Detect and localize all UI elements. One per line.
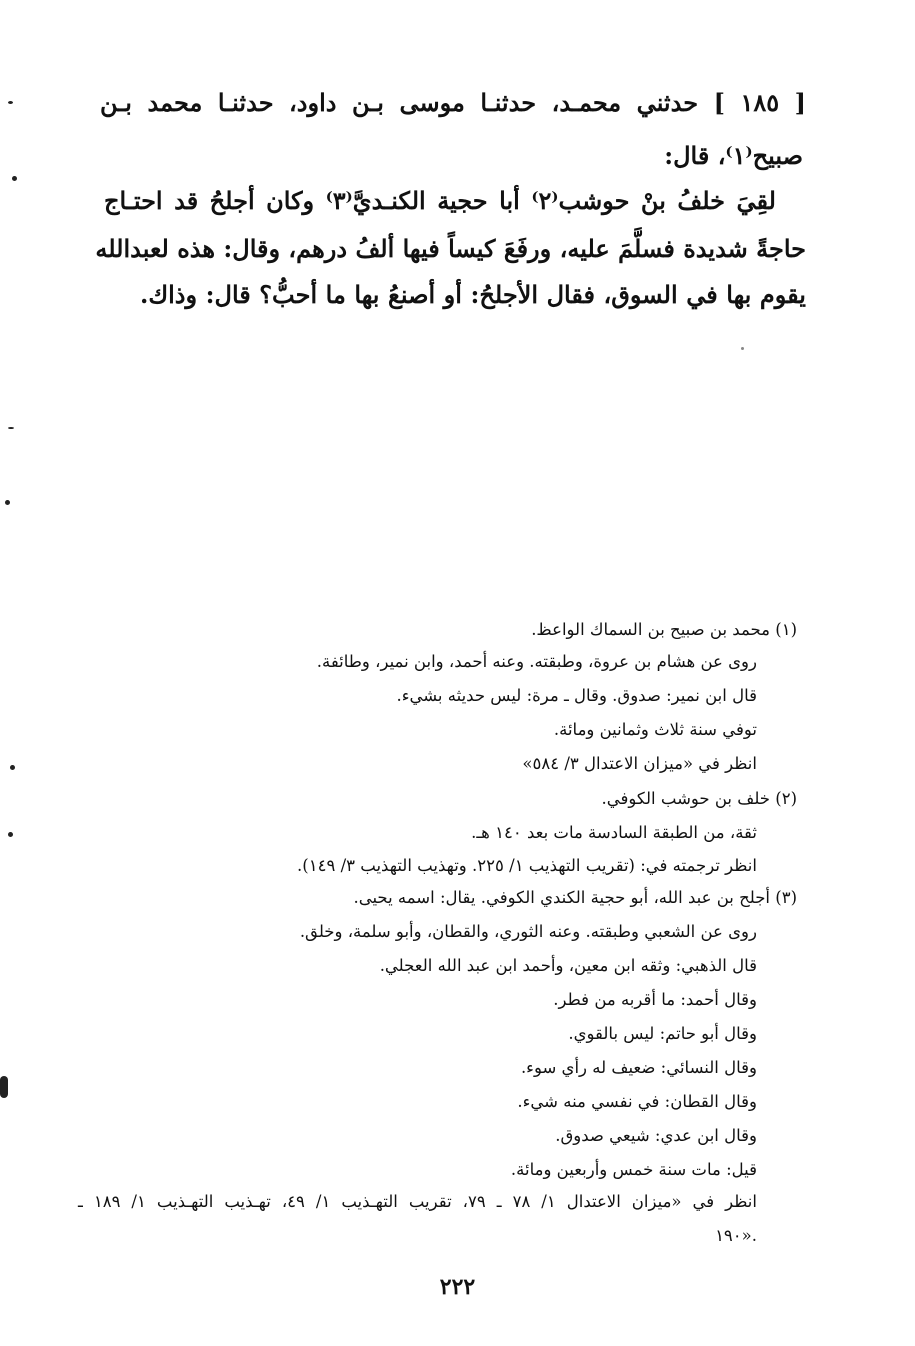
scan-speck [8, 101, 13, 104]
main-text-line-3: لقِيَ خلفُ بنْ حوشب⁽٢⁾ أبا حجية الكنـديَّ⁽٣⁾ وكان أجلحُ قد احتـاج [104, 186, 776, 215]
footnote-3-line: وقال القطان: في نفسي منه شيء. [517, 1092, 757, 1111]
footnote-3-line: وقال ابن عدي: شيعي صدوق. [555, 1126, 757, 1145]
footnote-3-line: وقال أحمد: ما أقربه من فطر. [553, 990, 757, 1009]
footnote-3-line: وقال أبو حاتم: ليس بالقوي. [568, 1024, 757, 1043]
footnote-3-reference: انظر في «ميزان الاعتدال ١/ ٧٨ ـ ٧٩، تقريب التهـذيب ١/ ٤٩، تهـذيب التهـذيب ١/ ١٨٩ ـ [78, 1192, 757, 1211]
footnote-1-line: قال ابن نمير: صدوق. وقال ـ مرة: ليس حديثه بشيء. [396, 686, 757, 705]
scan-speck [8, 832, 13, 837]
footnote-2-line: ثقة، من الطبقة السادسة مات بعد ١٤٠ هـ. [471, 823, 757, 842]
footnote-1-line: روى عن هشام بن عروة، وطبقته. وعنه أحمد، وابن نمير، وطائفة. [316, 652, 757, 671]
footnote-2-heading: (٢) خلف بن حوشب الكوفي. [601, 789, 797, 808]
footnote-3-reference-cont: ١٩٠». [715, 1226, 757, 1245]
footnote-1-line: توفي سنة ثلاث وثمانين ومائة. [553, 720, 757, 739]
scan-speck [5, 500, 10, 505]
footnote-3-line: قال الذهبي: وثقه ابن معين، وأحمد ابن عبد الله العجلي. [379, 956, 757, 975]
page-number: ٢٢٢ [439, 1274, 476, 1300]
footnote-2-reference: انظر ترجمته في: (تقريب التهذيب ١/ ٢٢٥. وتهذيب التهذيب ٣/ ١٤٩). [297, 856, 757, 875]
scan-speck [0, 1076, 8, 1098]
main-text-line-2: صبيح⁽١⁾، قال: [664, 141, 803, 170]
main-text-line-5: يقوم بها في السوق، فقال الأجلحُ: أو أصنعُ بها ما أحبُّ؟ قال: وذاك. [140, 280, 806, 309]
scan-speck [12, 176, 17, 181]
footnote-1-reference: انظر في «ميزان الاعتدال ٣/ ٥٨٤» [522, 754, 757, 773]
footnote-1-heading: (١) محمد بن صبيح بن السماك الواعظ. [531, 620, 797, 639]
footnote-3-heading: (٣) أجلح بن عبد الله، أبو حجية الكندي الكوفي. يقال: اسمه يحيى. [353, 888, 797, 907]
scan-speck [741, 347, 744, 350]
footnote-3-line: قيل: مات سنة خمس وأربعين ومائة. [510, 1160, 757, 1179]
scan-speck [8, 427, 14, 429]
main-text-line-1: [ ١٨٥ ] حدثني محمـد، حدثنـا موسى بـن داود، حدثنـا محمد بـن [100, 88, 807, 117]
footnote-3-line: روى عن الشعبي وطبقته. وعنه الثوري، والقطان، وأبو سلمة، وخلق. [299, 922, 757, 941]
scan-speck [10, 765, 15, 770]
footnote-3-line: وقال النسائي: ضعيف له رأي سوء. [520, 1058, 757, 1077]
main-text-line-4: حاجةً شديدة فسلَّمَ عليه، ورفَعَ كيساً فيها ألفُ درهم، وقال: هذه لعبدالله [95, 234, 806, 263]
